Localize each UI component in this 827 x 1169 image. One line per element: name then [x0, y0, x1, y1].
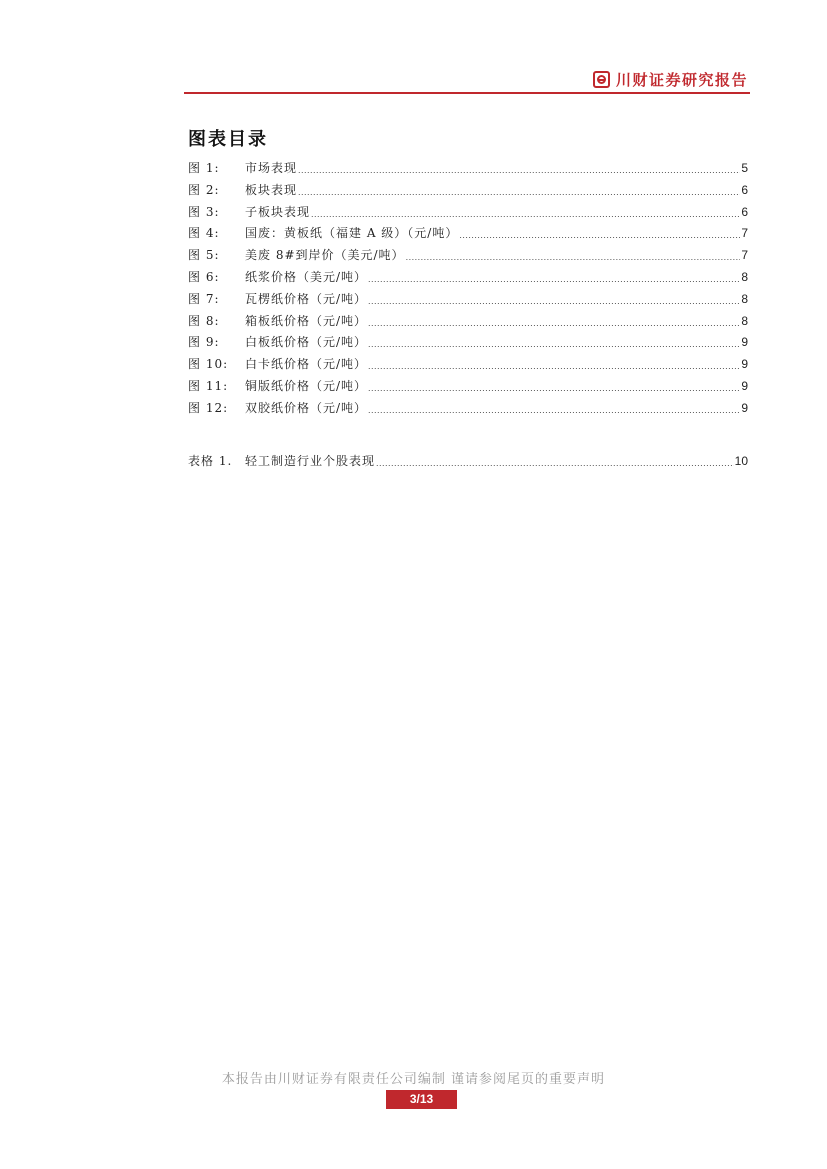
- toc-dot-leader: [311, 205, 740, 218]
- toc-entry-page: 8: [741, 269, 748, 284]
- figure-list: [188, 158, 748, 420]
- toc-dot-leader: [406, 248, 741, 261]
- toc-entry-label: 图 9:: [188, 335, 220, 350]
- toc-entry-title: 轻工制造行业个股表现: [245, 454, 376, 468]
- toc-entry-title: 国废：黄板纸（福建 A 级）（元/吨）: [245, 226, 459, 241]
- brand: [593, 69, 748, 90]
- toc-entry-page: 9: [741, 357, 748, 372]
- toc-entry-page: 9: [741, 378, 748, 393]
- toc-title: 图表目录: [188, 129, 268, 150]
- toc-entry-label: 图 6:: [188, 269, 220, 284]
- toc-entry-page: 6: [741, 204, 748, 219]
- table-list: [188, 451, 748, 473]
- page-number-badge: 3/13: [386, 1090, 457, 1109]
- toc-dot-leader: [368, 379, 740, 392]
- toc-entry-label: 图 5:: [188, 248, 220, 263]
- toc-entry-title: 箱板纸价格（元/吨）: [245, 313, 368, 328]
- toc-entry-page: 9: [741, 335, 748, 350]
- toc-entry[interactable]: [188, 158, 748, 180]
- toc-entry[interactable]: [188, 354, 748, 376]
- toc-entry[interactable]: [188, 245, 748, 267]
- toc-entry-label: 表格 1.: [188, 454, 233, 468]
- header-rule: [184, 92, 750, 94]
- toc-entry-label: 图 11:: [188, 378, 229, 393]
- toc-dot-leader: [298, 183, 740, 196]
- toc-entry-title: 白板纸价格（元/吨）: [245, 335, 368, 350]
- toc-entry[interactable]: [188, 451, 748, 473]
- toc-entry-title: 瓦楞纸价格（元/吨）: [245, 291, 368, 306]
- toc-entry[interactable]: [188, 223, 748, 245]
- toc-dot-leader: [368, 335, 740, 348]
- toc-entry-page: 9: [741, 400, 748, 415]
- toc-entry-label: 图 4:: [188, 226, 220, 241]
- toc-entry-label: 图 7:: [188, 291, 220, 306]
- toc-entry-page: 10: [734, 454, 748, 468]
- toc-entry-page: 7: [741, 248, 748, 263]
- toc-entry[interactable]: [188, 332, 748, 354]
- toc-entry-title: 纸浆价格（美元/吨）: [245, 269, 368, 284]
- toc-entry-label: 图 3:: [188, 204, 220, 219]
- toc-entry-page: 7: [741, 226, 748, 241]
- brand-name: 川财证券研究报告: [615, 71, 748, 89]
- toc-entry-label: 图 12:: [188, 400, 229, 415]
- footer-disclaimer: 本报告由川财证券有限责任公司编制 谨请参阅尾页的重要声明: [221, 1072, 606, 1087]
- toc-entry-label: 图 8:: [188, 313, 220, 328]
- toc-entry[interactable]: [188, 311, 748, 333]
- toc-dot-leader: [368, 270, 740, 283]
- toc-entry-title: 市场表现: [245, 161, 298, 175]
- toc-entry-page: 8: [741, 291, 748, 306]
- toc-entry[interactable]: [188, 202, 748, 224]
- toc-entry[interactable]: [188, 376, 748, 398]
- toc-dot-leader: [298, 161, 740, 174]
- toc-entry-label: 图 10:: [188, 357, 229, 372]
- toc-entry-label: 图 1:: [188, 161, 220, 175]
- toc-entry-title: 板块表现: [245, 182, 298, 197]
- chuancai-logo-icon: [593, 71, 610, 88]
- toc-entry-page: 8: [741, 313, 748, 328]
- toc-entry-title: 美废 8#到岸价（美元/吨）: [245, 248, 405, 263]
- toc-entry-title: 子板块表现: [245, 204, 311, 219]
- toc-entry[interactable]: [188, 267, 748, 289]
- toc-dot-leader: [368, 401, 740, 414]
- toc-dot-leader: [459, 226, 740, 239]
- toc-entry-page: 5: [741, 161, 748, 175]
- page-header: [184, 66, 750, 94]
- toc-entry[interactable]: [188, 289, 748, 311]
- toc-entry-title: 铜版纸价格（元/吨）: [245, 378, 368, 393]
- toc-entry-title: 白卡纸价格（元/吨）: [245, 357, 368, 372]
- toc-entry[interactable]: [188, 398, 748, 420]
- toc-entry-page: 6: [741, 182, 748, 197]
- toc-dot-leader: [376, 454, 734, 467]
- toc-dot-leader: [368, 314, 740, 327]
- toc-dot-leader: [368, 292, 740, 305]
- toc-entry-label: 图 2:: [188, 182, 220, 197]
- toc-dot-leader: [368, 357, 740, 370]
- toc-entry[interactable]: [188, 180, 748, 202]
- toc-entry-title: 双胶纸价格（元/吨）: [245, 400, 368, 415]
